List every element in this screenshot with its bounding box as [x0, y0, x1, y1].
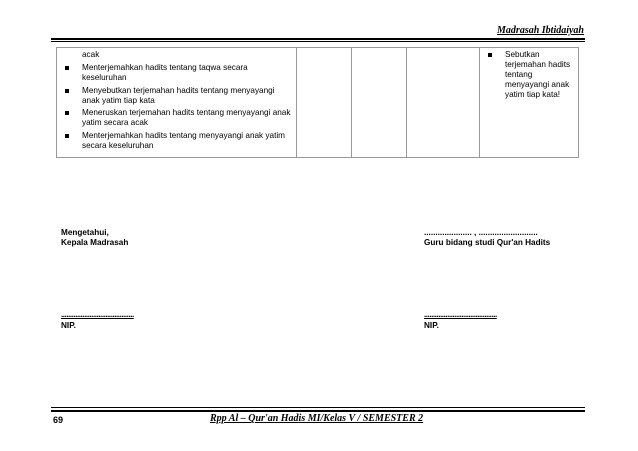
list-item: [60, 63, 293, 83]
assessment-list: [483, 50, 575, 100]
headmaster-label: Kepala Madrasah: [61, 238, 129, 247]
header-divider-thin: [51, 41, 585, 42]
header-title: Madrasah Ibtidaiyah: [497, 25, 584, 36]
place-date-line: ..................... , ..........................: [424, 228, 538, 237]
bullet-icon: [488, 53, 492, 57]
list-item: [60, 108, 293, 128]
nip-right: NIP.: [424, 321, 439, 330]
signature-left: [61, 228, 128, 248]
bullet-icon: [65, 111, 69, 115]
page-number: 69: [53, 415, 64, 425]
header-divider: [51, 38, 585, 40]
list-item: [60, 131, 293, 151]
assessment-cell: [480, 48, 579, 158]
table-row: [57, 48, 579, 158]
list-item: [60, 86, 293, 106]
bullet-icon: [65, 134, 69, 138]
footer-title: Rpp Al – Qur'an Hadis MI/Kelas V / SEMESTER 2: [210, 413, 424, 424]
bullet-icon: [65, 89, 69, 93]
empty-cell: [352, 48, 407, 158]
empty-cell: [297, 48, 352, 158]
activity-text: Menyebutkan terjemahan hadits tentang menyayangi anak yatim tiap kata: [82, 85, 275, 105]
activity-text: Meneruskan terjemahan hadits tentang menyayangi anak yatim secara acak: [82, 108, 291, 127]
footer-divider-thin: [51, 407, 585, 408]
acknowledged-label: Mengetahui,: [61, 228, 109, 237]
footer-divider: [51, 410, 585, 412]
continued-text: acak: [82, 50, 100, 59]
teacher-label: Guru bidang studi Qur'an Hadits: [424, 238, 551, 247]
lesson-plan-table: [56, 47, 579, 158]
signature-line-left: .........................................: [61, 310, 134, 319]
activity-text: Menterjemahkan hadits tentang taqwa secara keseluruhan: [82, 63, 248, 82]
assessment-text: Sebutkan terjemahan hadits tentang menyayangi anak yatim tiap kata!: [505, 50, 571, 99]
nip-left: NIP.: [61, 321, 76, 330]
activity-text: Menterjemahkan hadits tentang menyayangi anak yatim secara keseluruhan: [82, 130, 285, 150]
list-item: [483, 50, 575, 100]
empty-cell: [407, 48, 480, 158]
activities-list: [60, 63, 293, 151]
activities-cell: [57, 48, 297, 158]
signature-right: [424, 228, 550, 248]
signature-line-right: .........................................: [424, 310, 497, 319]
bullet-icon: [65, 66, 69, 70]
